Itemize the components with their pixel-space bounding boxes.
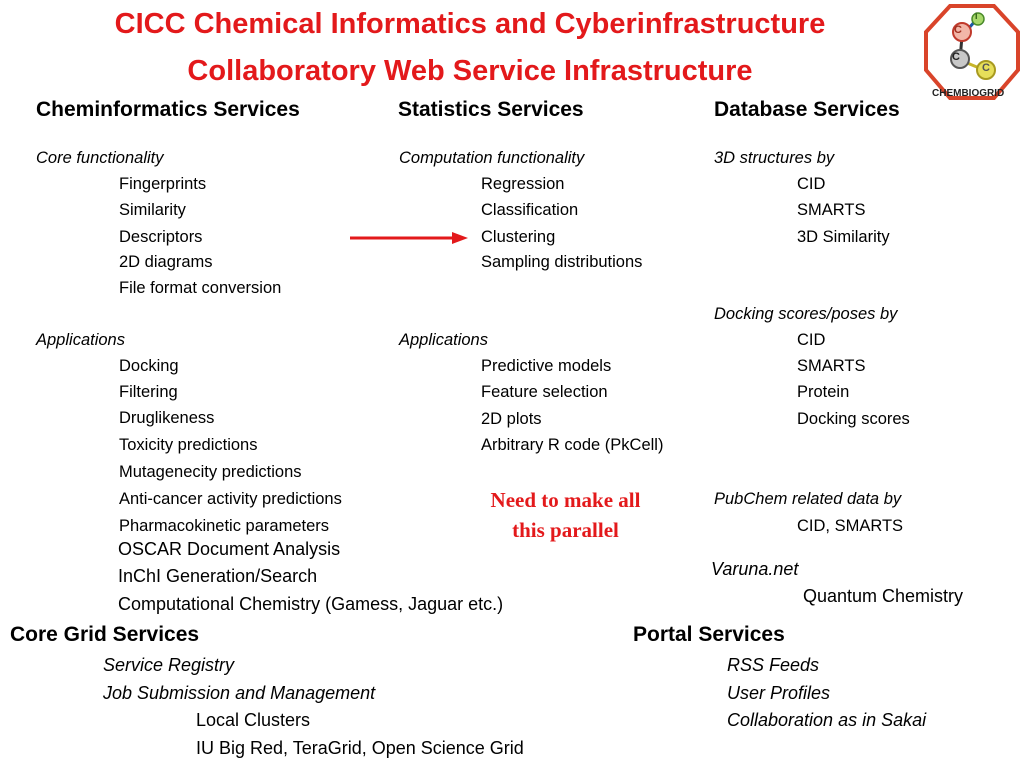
chem-core-item: Descriptors xyxy=(119,228,203,246)
stats-comp-item: Classification xyxy=(481,201,579,219)
chem-core-item: Similarity xyxy=(119,201,186,219)
statistics-heading: Statistics Services xyxy=(398,98,584,121)
db-structures-item: SMARTS xyxy=(797,201,866,219)
chem-app-item: Mutagenecity predictions xyxy=(119,463,302,481)
db-docking-item: CID xyxy=(797,331,826,349)
title-line-2: Collaboratory Web Service Infrastructure xyxy=(187,55,753,87)
logo-letter-c1: C xyxy=(954,24,962,36)
portal-item: Collaboration as in Sakai xyxy=(727,710,927,730)
logo-letter-c2: C xyxy=(952,51,960,63)
portal-item: User Profiles xyxy=(727,683,831,703)
chem-extra-item: Computational Chemistry (Gamess, Jaguar etc.) xyxy=(118,594,504,614)
core-grid-item: Job Submission and Management xyxy=(103,683,376,703)
database-heading: Database Services xyxy=(714,98,900,121)
logo-text: CHEMBIOGRID xyxy=(932,88,1005,99)
logo-letter-i: i xyxy=(975,11,978,21)
logo-letter-c3: C xyxy=(982,62,990,74)
stats-comp-item: Clustering xyxy=(481,228,556,246)
db-structures-item: CID xyxy=(797,175,826,193)
chem-core-item: File format conversion xyxy=(119,279,282,297)
portal-item: RSS Feeds xyxy=(727,655,820,675)
db-pubchem-label: PubChem related data by xyxy=(714,490,902,508)
chem-app-item: Pharmacokinetic parameters xyxy=(119,517,330,535)
core-grid-sub-item: Local Clusters xyxy=(196,710,311,730)
chem-extra-item: OSCAR Document Analysis xyxy=(118,539,341,559)
chem-app-item: Druglikeness xyxy=(119,409,215,427)
core-grid-sub-item: IU Big Red, TeraGrid, Open Science Grid xyxy=(196,738,524,758)
stats-comp-item: Sampling distributions xyxy=(481,253,643,271)
db-docking-label: Docking scores/poses by xyxy=(714,305,898,323)
db-pubchem-item: CID, SMARTS xyxy=(797,517,904,535)
stats-comp-label: Computation functionality xyxy=(399,149,585,167)
chem-apps-label: Applications xyxy=(36,331,125,349)
chem-app-item: Anti-cancer activity predictions xyxy=(119,490,342,508)
chem-app-item: Docking xyxy=(119,357,179,375)
title-line-1: CICC Chemical Informatics and Cyberinfrastructure xyxy=(114,8,826,40)
stats-apps-label: Applications xyxy=(399,331,488,349)
chem-app-item: Filtering xyxy=(119,383,178,401)
chem-app-item: Toxicity predictions xyxy=(119,436,258,454)
db-structures-label: 3D structures by xyxy=(714,149,835,167)
db-docking-item: SMARTS xyxy=(797,357,866,375)
chembiogrid-logo xyxy=(918,2,1024,104)
chem-extra-item: InChI Generation/Search xyxy=(118,566,318,586)
arrow-icon xyxy=(348,229,470,247)
portal-heading: Portal Services xyxy=(633,623,785,646)
stats-comp-item: Regression xyxy=(481,175,565,193)
chem-core-item: Fingerprints xyxy=(119,175,207,193)
chem-core-label: Core functionality xyxy=(36,149,164,167)
core-grid-item: Service Registry xyxy=(103,655,235,675)
chem-core-item: 2D diagrams xyxy=(119,253,213,271)
db-structures-item: 3D Similarity xyxy=(797,228,890,246)
parallel-note: Need to make all this parallel xyxy=(490,488,641,542)
db-docking-item: Protein xyxy=(797,383,850,401)
stats-app-item: Feature selection xyxy=(481,383,608,401)
core-grid-heading: Core Grid Services xyxy=(10,623,200,646)
stats-app-item: 2D plots xyxy=(481,410,542,428)
db-varuna-label: Varuna.net xyxy=(711,559,799,579)
db-varuna-item: Quantum Chemistry xyxy=(803,586,964,606)
stats-app-item: Arbitrary R code (PkCell) xyxy=(481,436,664,454)
stats-app-item: Predictive models xyxy=(481,357,612,375)
db-docking-item: Docking scores xyxy=(797,410,910,428)
cheminformatics-heading: Cheminformatics Services xyxy=(36,98,300,121)
